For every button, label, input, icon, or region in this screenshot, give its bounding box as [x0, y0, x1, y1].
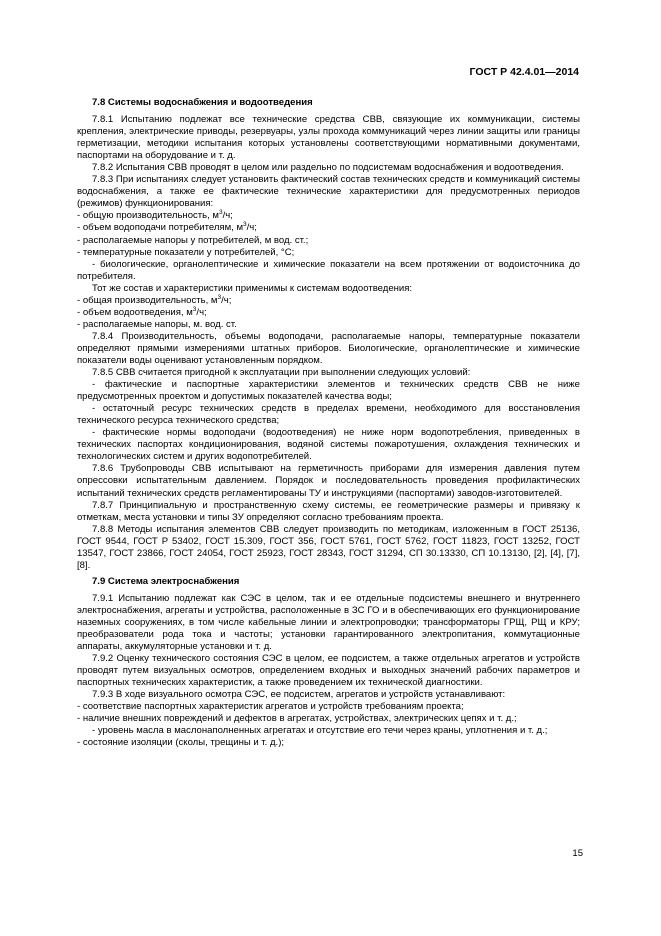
paragraph: 7.9.2 Оценку технического состояния СЭС в целом, ее подсистем, а также отдельных агрегатов и устройств проводят путем визуальных осмотров, определением входных и выходных значений рабочих параметров и паспортных технических характеристик, а также проведением их технической диагностики. — [77, 653, 580, 689]
list-item: - наличие внешних повреждений и дефектов в агрегатах, устройствах, электрических цепях и т. д.; — [77, 713, 517, 725]
paragraph: - уровень масла в маслонаполненных агрегатах и отсутствие его течи через краны, уплотнения и т. д.; — [92, 725, 548, 737]
paragraph: - фактические нормы водоподачи (водоотведения) не ниже норм водопотребления, приведенных в технических паспортах кондиционирования, водяной системы пожаротушения, охлаждения технических и технологических систем и других водопотребителей. — [77, 427, 580, 463]
page-number: 15 — [572, 848, 583, 859]
section-heading: 7.8 Системы водоснабжения и водоотведения — [92, 97, 313, 108]
list-item: - общая производительность, $м^3/ч$; — [77, 293, 232, 306]
paragraph: 7.8.5 СВВ считается пригодной к эксплуатации при выполнении следующих условий: — [92, 367, 471, 379]
paragraph: 7.8.7 Принципиальную и пространственную схему системы, ее геометрические размеры и привязку к отметкам, места установки и типы ЗУ определяют согласно требованиям проекта. — [77, 499, 580, 523]
paragraph: Тот же состав и характеристики применимы к системам водоотведения: — [92, 282, 413, 294]
paragraph: - фактические и паспортные характеристики элементов и технических средств СВВ не ниже предусмотренных проектом и допустимых показателей качества воды; — [77, 379, 580, 403]
document-body — [77, 93, 580, 749]
paragraph: 7.8.1 Испытанию подлежат все технические средства СВВ, связующие их коммуникации, системы крепления, электрические приводы, резервуары, узлы прохода коммуникаций через линии защиты или границы герметизации, методики испытания которых установлены соответствующими нормативными документами, паспортами на оборудование и т. д. — [77, 114, 580, 162]
list-item: - состояние изоляции (сколы, трещины и т. д.); — [77, 737, 285, 749]
paragraph: - остаточный ресурс технических средств в пределах времени, необходимого для восстановления технического ресурса технического средства; — [77, 403, 580, 427]
list-item: - располагаемые напоры, м. вод. ст. — [77, 318, 237, 330]
paragraph: 7.9.3 В ходе визуального осмотра СЭС, ее подсистем, агрегатов и устройств устанавливают: — [92, 689, 506, 701]
list-item: - общую производительность, $м^3/ч$; — [77, 209, 233, 222]
list-item: - объем водоподачи потребителям, $м^3/ч$; — [77, 221, 257, 234]
paragraph: 7.8.3 При испытаниях следует установить фактический состав технических средств и коммуникаций системы водоснабжения, а также ее фактические технические характеристики для предусмотренных периодов (режимов) функционирования: — [77, 174, 580, 210]
list-item: - объем водоотведения, $м^3/ч$; — [77, 305, 207, 318]
list-item: - соответствие паспортных характеристик агрегатов и устройств требованиям проекта; — [77, 701, 464, 713]
paragraph: 7.8.8 Методы испытания элементов СВВ следует производить по методикам, изложенным в ГОСТ 25136, ГОСТ 9544, ГОСТ Р 53402, ГОСТ 15.309, ГОСТ 356, ГОСТ 5761, ГОСТ 5762, ГОСТ 11823, ГОСТ 13252, ГОСТ 13547, ГОСТ 23866, ГОСТ 24054, ГОСТ 25923, ГОСТ 28343, ГОСТ 31294, СП 30.13330, СП 10.13130, [2], [4], [7], [8]. — [77, 523, 580, 571]
standard-code-header: ГОСТ Р 42.4.01—2014 — [469, 66, 579, 78]
section-heading: 7.9 Система электроснабжения — [92, 575, 240, 587]
paragraph: 7.9.1 Испытанию подлежат как СЭС в целом, так и ее отдельные подсистемы внешнего и внутреннего электроснабжения, агрегаты и устройства, расположенные в ЗС ГО и в обеспечивающих его функционирование наземных сооружениях, в том числе кабельные линии и электропроводки; трансформаторы ГРЩ, РЩ и КРУ; преобразователи рода тока и частоты; установки гарантированного электропитания, коммутационные аппараты, аккумуляторные установки и т. д. — [77, 592, 580, 653]
paragraph: 7.8.2 Испытания СВВ проводят в целом или раздельно по подсистемам водоснабжения и водоотведения. — [92, 162, 564, 174]
list-item: - располагаемые напоры у потребителей, м вод. ст.; — [77, 234, 309, 246]
paragraph: - биологические, органолептические и химические показатели на всем протяжении от водоисточника до потребителя. — [77, 258, 580, 282]
paragraph: 7.8.6 Трубопроводы СВВ испытывают на герметичность приборами для измерения давления путем опрессовки испытательным давлением. Порядок и последовательность проведения профилактических испытаний технических средств регламентированы ТУ и инструкциями (паспортами) заводов-изготовителей. — [77, 463, 580, 499]
list-item: - температурные показатели у потребителей, °С; — [77, 246, 295, 258]
paragraph: 7.8.4 Производительность, объемы водоподачи, располагаемые напоры, температурные показатели определяют прямыми измерениями штатных приборов. Биологические, органолептические и химические показатели воды оценивают установленным порядком. — [77, 330, 580, 366]
